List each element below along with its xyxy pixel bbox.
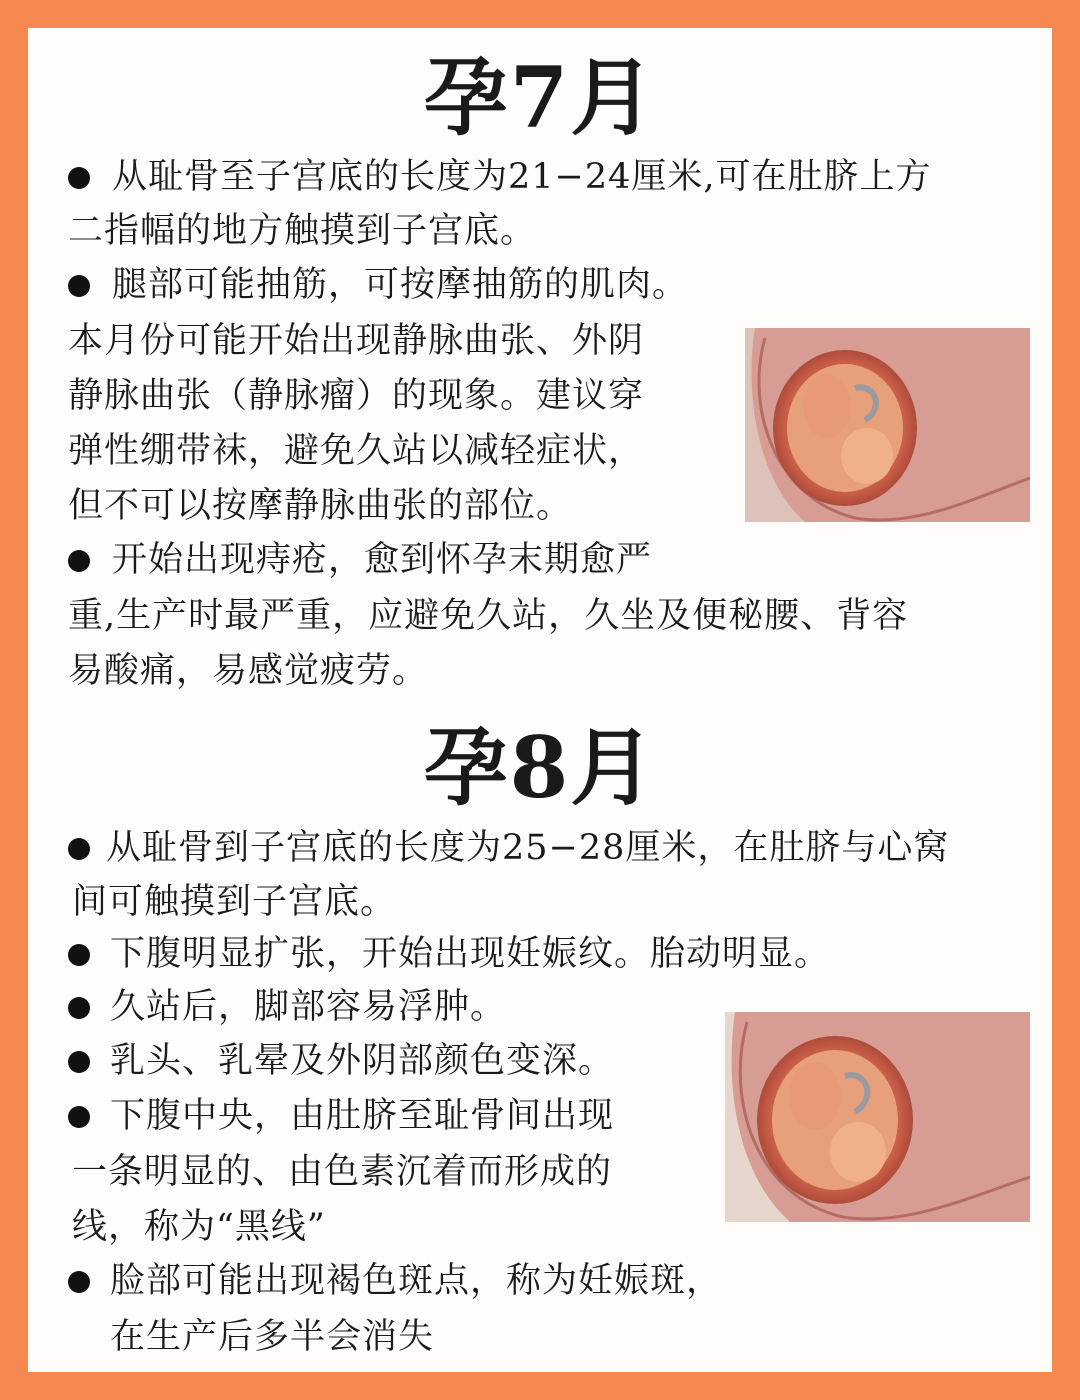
month8-line-1: 从耻骨到子宫底的长度为25−28厘米，在肚脐与心窝 (106, 828, 950, 868)
month7-line-7: 但不可以按摩静脉曲张的部位。 (68, 486, 573, 526)
month7-line-6: 弹性绷带袜，避免久站以减轻症状， (68, 431, 645, 471)
month7-title: 孕7月 (423, 48, 657, 147)
month7-line-8: 开始出现痔疮，愈到怀孕末期愈严 (112, 540, 653, 580)
month8-title: 孕8月 (423, 718, 657, 817)
month8-line-7: 一条明显的、由色素沉着而形成的 (72, 1152, 613, 1192)
bullet-icon (68, 944, 90, 966)
month7-line-1: 从耻骨至子宫底的长度为21−24厘米,可在肚脐上方 (112, 157, 932, 197)
month8-line-8: 线，称为“黑线” (72, 1207, 326, 1247)
bullet-icon (68, 1106, 90, 1128)
fetus-illustration-image (725, 1012, 1030, 1222)
month8-line-10: 在生产后多半会消失 (110, 1317, 435, 1357)
bullet-icon (68, 838, 90, 860)
month8-line-4: 久站后，脚部容易浮肿。 (110, 987, 507, 1027)
month7-line-5: 静脉曲张（静脉瘤）的现象。建议穿 (68, 376, 645, 416)
bullet-icon (68, 275, 90, 297)
bullet-icon (68, 167, 90, 189)
bullet-icon (68, 550, 90, 572)
bullet-icon (68, 1271, 90, 1293)
month7-line-9: 重,生产时最严重，应避免久站，久坐及便秘腰、背容 (68, 596, 909, 636)
fetus-illustration-image (745, 328, 1030, 522)
bullet-icon (68, 997, 90, 1019)
month8-line-6: 下腹中央，由肚脐至耻骨间出现 (110, 1096, 615, 1136)
month7-line-2: 二指幅的地方触摸到子宫底。 (68, 211, 537, 251)
month8-line-3: 下腹明显扩张，开始出现妊娠纹。胎动明显。 (110, 934, 831, 974)
month7-line-4: 本月份可能开始出现静脉曲张、外阴 (68, 321, 645, 361)
month7-line-10: 易酸痛，易感觉疲劳。 (68, 651, 429, 691)
month8-line-2: 间可触摸到子宫底。 (72, 882, 397, 922)
month8-line-5: 乳头、乳晕及外阴部颜色变深。 (110, 1041, 615, 1081)
month8-line-9: 脸部可能出现褐色斑点，称为妊娠斑， (110, 1261, 723, 1301)
month7-line-3: 腿部可能抽筋，可按摩抽筋的肌肉。 (112, 265, 689, 305)
bullet-icon (68, 1051, 90, 1073)
